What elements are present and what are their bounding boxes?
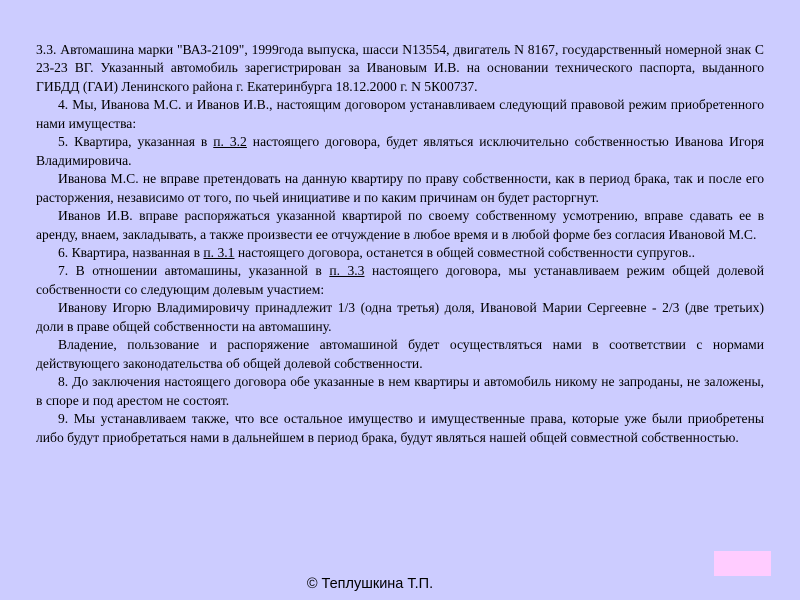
paragraph-4: 4. Мы, Иванова М.С. и Иванов И.В., настоящим договором устанавливаем следующий правовой режим приобретенного нами имущества: [36, 97, 764, 131]
paragraph-8: 8. До заключения настоящего договора обе указанные в нем квартиры и автомобиль никому не запроданы, не заложены, в споре и под арестом не состоят. [36, 374, 764, 408]
link-clause-3-2[interactable]: п. 3.2 [213, 134, 247, 150]
paragraph-6 [36, 244, 764, 262]
paragraph-6-text-end: настоящего договора, останется в общей совместной собственности супругов.. [234, 244, 696, 260]
paragraph-9: 9. Мы устанавливаем также, что все остальное имущество и имущественные права, которые уже были приобретены либо будут приобретаться нами в дальнейшем в период брака, будут являться нашей общей совместной собственностью. [36, 411, 764, 445]
copyright-footer: © Теплушкина Т.П. [306, 576, 434, 592]
paragraph-7-text-start: 7. В отношении автомашины, указанной в [58, 263, 330, 279]
paragraph-7-text-end: настоящего договора, мы устанавливаем режим общей долевой собственности со следующим долевым участием: [36, 263, 764, 297]
paragraph-5 [36, 133, 764, 170]
paragraph-3-3: 3.3. Автомашина марки "ВАЗ-2109", 1999года выпуска, шасси N13554, двигатель N 8167, государственный номерной знак С 23-23 ВГ. Указанный автомобиль зарегистрирован за Ивановым И.В. на основании технического паспорта, выданного ГИБДД (ГАИ) Ленинского района г. Екатеринбурга 18.12.2000 г. N 5К00737. [36, 42, 764, 94]
paragraph-5-text-end: настоящего договора, будет являться исключительно собственностью Иванова Игоря Владимировича. [36, 134, 764, 168]
paragraph-6-text-start: 6. Квартира, названная в [58, 244, 204, 260]
paragraph-7-ownership: Владение, пользование и распоряжение автомашиной будет осуществляться нами в соответствии с нормами действующего законодательства об общей долевой собственности. [36, 337, 764, 371]
paragraph-7 [36, 262, 764, 299]
paragraph-7-shares: Иванову Игорю Владимировичу принадлежит 1/3 (одна третья) доля, Ивановой Марии Сергеевне - 2/3 (две третьих) доли в праве общей собственности на автомашину. [36, 300, 764, 334]
nav-button[interactable] [714, 551, 771, 576]
paragraph-5-wife-rights: Иванова М.С. не вправе претендовать на данную квартиру по праву собственности, как в период брака, так и после его расторжения, независимо от того, по чьей инициативе и по каким причинам он будет расторгнут. [36, 171, 764, 205]
link-clause-3-3[interactable]: п. 3.3 [329, 263, 365, 279]
contract-text [36, 41, 764, 447]
paragraph-5-text-start: 5. Квартира, указанная в [58, 134, 214, 150]
link-clause-3-1[interactable]: п. 3.1 [203, 244, 235, 260]
paragraph-5-husband-rights: Иванов И.В. вправе распоряжаться указанной квартирой по своему собственному усмотрению, вправе сдавать ее в аренду, внаем, закладывать, а также произвести ее отчуждение в любое время и в любой форме без согласия Ивановой М.С. [36, 208, 764, 242]
